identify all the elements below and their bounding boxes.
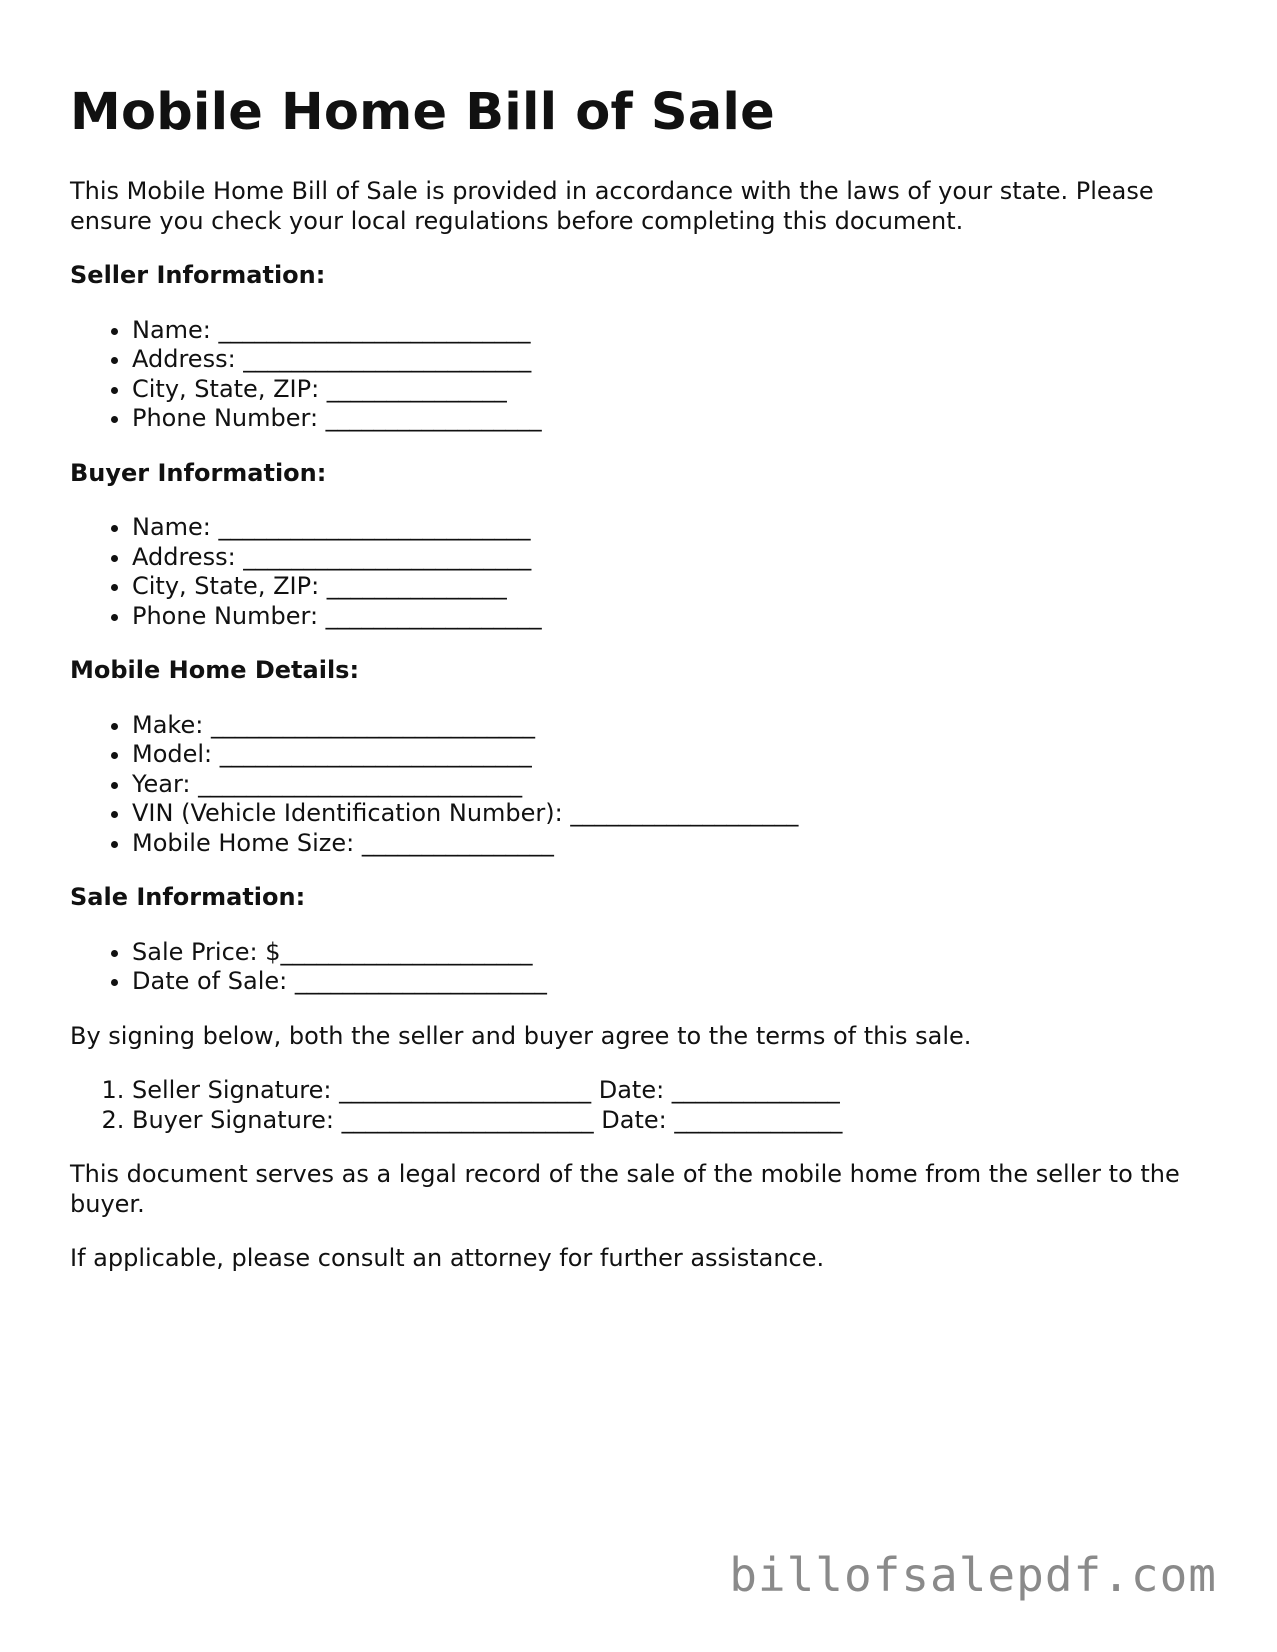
buyer-city-field: • City, State, ZIP: _______________ [132, 572, 1210, 602]
document-page [70, 82, 1210, 1299]
seller-signature-line: 1. Seller Signature: _____________________ Date: ______________ [132, 1076, 1210, 1106]
legal-note: This document serves as a legal record of the sale of the mobile home from the seller to the buyer. [70, 1160, 1180, 1218]
watermark-url: billofsalepdf.com [729, 1548, 1217, 1602]
seller-phone-field: • Phone Number: __________________ [132, 404, 1210, 434]
home-make-field: • Make: ___________________________ [132, 711, 1210, 741]
home-details-heading: Mobile Home Details: [70, 656, 360, 685]
seller-address-field: • Address: ________________________ [132, 345, 1210, 375]
buyer-heading: Buyer Information: [70, 458, 327, 487]
signature-list [70, 1076, 1210, 1135]
buyer-address-field: • Address: ________________________ [132, 543, 1210, 573]
sale-list [70, 938, 1210, 997]
home-size-field: • Mobile Home Size: ________________ [132, 829, 1210, 859]
attorney-note: If applicable, please consult an attorney for further assistance. [70, 1244, 825, 1273]
home-model-field: • Model: __________________________ [132, 740, 1210, 770]
document-title: Mobile Home Bill of Sale [70, 83, 775, 142]
home-year-field: • Year: ___________________________ [132, 770, 1210, 800]
agreement-paragraph: By signing below, both the seller and buyer agree to the terms of this sale. [70, 1021, 972, 1050]
intro-paragraph: This Mobile Home Bill of Sale is provided in accordance with the laws of your state. Please ensure you check your local regulations before completing this document. [70, 177, 1154, 235]
seller-list [70, 316, 1210, 434]
seller-heading: Seller Information: [70, 261, 326, 290]
sale-date-field: • Date of Sale: _____________________ [132, 967, 1210, 997]
sale-heading: Sale Information: [70, 883, 306, 912]
buyer-list [70, 513, 1210, 631]
seller-city-field: • City, State, ZIP: _______________ [132, 375, 1210, 405]
sale-price-field: • Sale Price: $_____________________ [132, 938, 1210, 968]
home-vin-field: • VIN (Vehicle Identification Number): ___________________ [132, 799, 1210, 829]
buyer-phone-field: • Phone Number: __________________ [132, 602, 1210, 632]
buyer-signature-line: 2. Buyer Signature: _____________________ Date: ______________ [132, 1106, 1210, 1136]
seller-name-field: • Name: __________________________ [132, 316, 1210, 346]
buyer-name-field: • Name: __________________________ [132, 513, 1210, 543]
home-details-list [70, 711, 1210, 859]
